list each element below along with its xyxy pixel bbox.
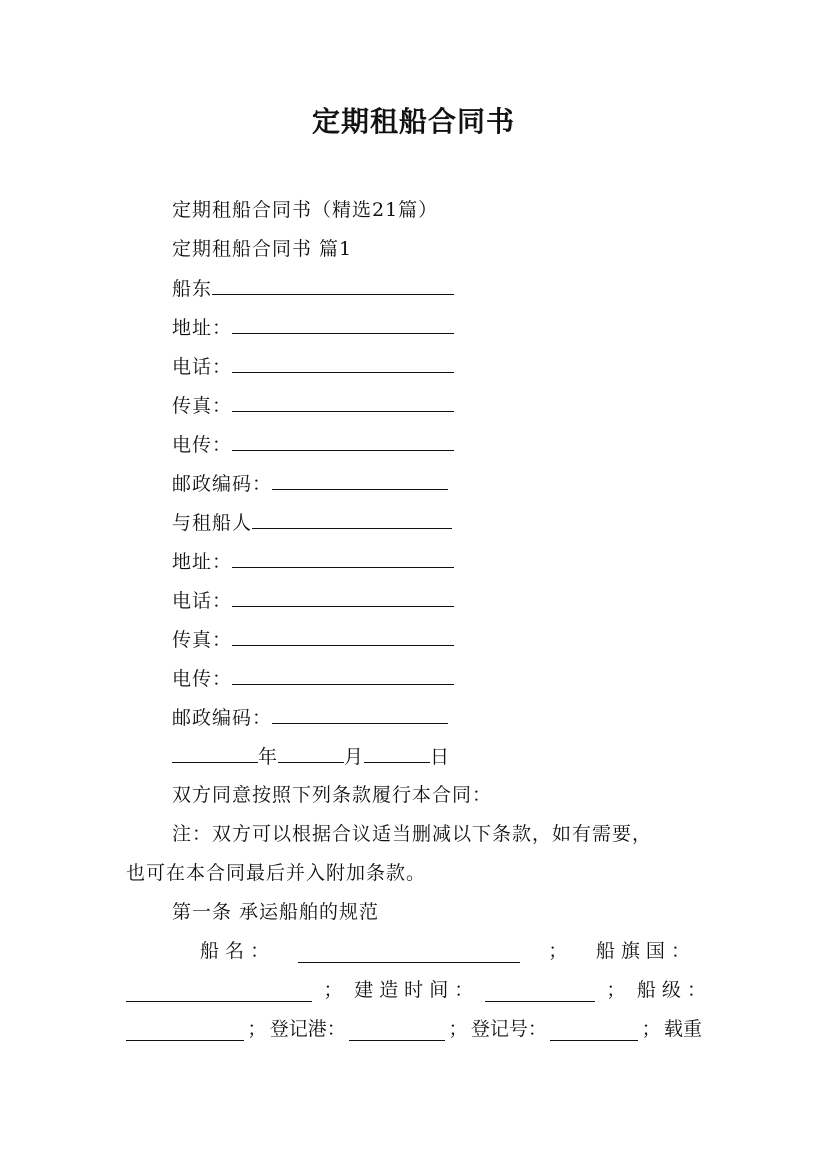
reg-no-label: 登记号： bbox=[470, 1018, 547, 1040]
charterer-fax-blank[interactable] bbox=[232, 627, 454, 646]
owner-phone-blank[interactable] bbox=[232, 354, 454, 373]
charterer-address-blank[interactable] bbox=[232, 549, 454, 568]
built-blank[interactable] bbox=[485, 983, 595, 1002]
note-line-2: 也可在本合同最后并入附加条款。 bbox=[126, 862, 427, 884]
charterer-fax-line bbox=[172, 627, 454, 652]
owner-label: 船东 bbox=[172, 278, 213, 300]
document-title: 定期租船合同书 bbox=[311, 105, 515, 138]
semicolon-4: ； bbox=[247, 1018, 267, 1040]
month-label: 月 bbox=[344, 746, 365, 768]
document-subtitle: 定期租船合同书（精选21篇） bbox=[172, 199, 439, 221]
date-line bbox=[172, 744, 450, 769]
day-blank[interactable] bbox=[364, 744, 430, 763]
owner-fax-line bbox=[172, 393, 454, 418]
charterer-postcode-label: 邮政编码： bbox=[172, 707, 273, 729]
class-label: 船 级 ： bbox=[636, 979, 706, 1001]
month-blank[interactable] bbox=[278, 744, 344, 763]
flag-label: 船 旗 国 ： bbox=[595, 940, 690, 962]
owner-address-label: 地址： bbox=[172, 317, 233, 339]
registration-row bbox=[126, 1017, 702, 1041]
owner-blank[interactable] bbox=[212, 276, 454, 295]
owner-line bbox=[172, 276, 454, 301]
article-1-heading: 第一条 承运船舶的规范 bbox=[172, 901, 380, 923]
charterer-address-line bbox=[172, 549, 454, 574]
charterer-postcode-blank[interactable] bbox=[272, 705, 448, 724]
owner-fax-label: 传真： bbox=[172, 395, 233, 417]
owner-phone-label: 电话： bbox=[172, 356, 233, 378]
class-blank[interactable] bbox=[126, 1022, 244, 1041]
charterer-blank[interactable] bbox=[252, 510, 452, 529]
charterer-phone-line bbox=[172, 588, 454, 613]
charterer-telex-blank[interactable] bbox=[232, 666, 454, 685]
owner-postcode-label: 邮政编码： bbox=[172, 473, 273, 495]
semicolon-2: ； bbox=[323, 979, 343, 1001]
charterer-label: 与租船人 bbox=[172, 512, 253, 534]
charterer-address-label: 地址： bbox=[172, 551, 233, 573]
built-label: 建 造 时 间 ： bbox=[354, 979, 474, 1001]
semicolon-6: ； bbox=[641, 1018, 661, 1040]
charterer-phone-blank[interactable] bbox=[232, 588, 454, 607]
owner-phone-line bbox=[172, 354, 454, 379]
owner-telex-blank[interactable] bbox=[232, 432, 454, 451]
owner-telex-label: 电传： bbox=[172, 434, 233, 456]
charterer-phone-label: 电话： bbox=[172, 590, 233, 612]
dwt-label: 载重 bbox=[663, 1018, 702, 1040]
charterer-postcode-line bbox=[172, 705, 448, 730]
flag-blank[interactable] bbox=[126, 983, 312, 1002]
charterer-telex-label: 电传： bbox=[172, 668, 233, 690]
charterer-fax-label: 传真： bbox=[172, 629, 233, 651]
owner-telex-line bbox=[172, 432, 454, 457]
port-blank[interactable] bbox=[349, 1022, 445, 1041]
charterer-line bbox=[172, 510, 452, 535]
year-blank[interactable] bbox=[172, 744, 258, 763]
day-label: 日 bbox=[430, 746, 451, 768]
note-line-1: 注：双方可以根据合议适当删减以下条款，如有需要， bbox=[172, 823, 653, 845]
ship-name-row bbox=[200, 939, 690, 963]
owner-postcode-blank[interactable] bbox=[272, 471, 448, 490]
section-heading: 定期租船合同书 篇1 bbox=[172, 238, 353, 260]
year-label: 年 bbox=[258, 746, 279, 768]
port-label: 登记港： bbox=[269, 1018, 346, 1040]
semicolon-3: ； bbox=[606, 979, 626, 1001]
semicolon-5: ； bbox=[448, 1018, 468, 1040]
semicolon-1: ； bbox=[548, 940, 568, 962]
ship-name-label: 船 名 ： bbox=[200, 940, 270, 962]
charterer-telex-line bbox=[172, 666, 454, 691]
reg-no-blank[interactable] bbox=[550, 1022, 638, 1041]
owner-fax-blank[interactable] bbox=[232, 393, 454, 412]
owner-postcode-line bbox=[172, 471, 448, 496]
ship-name-blank[interactable] bbox=[298, 944, 520, 963]
owner-address-line bbox=[172, 315, 454, 340]
agreement-text: 双方同意按照下列条款履行本合同： bbox=[172, 784, 493, 806]
owner-address-blank[interactable] bbox=[232, 315, 454, 334]
built-class-row bbox=[126, 978, 706, 1002]
